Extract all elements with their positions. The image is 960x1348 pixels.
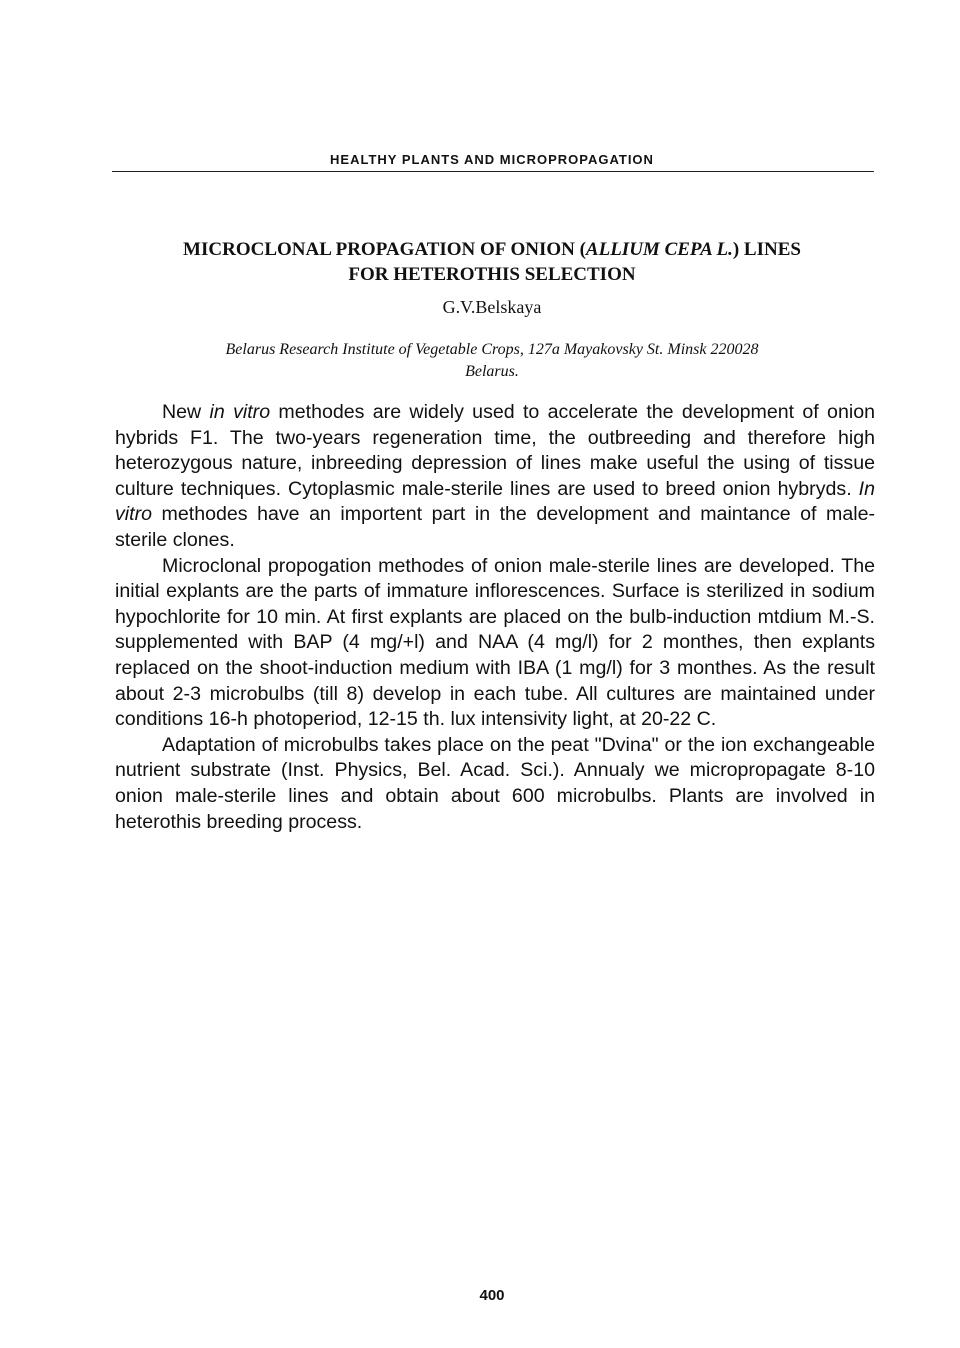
article-title <box>112 237 872 287</box>
author-name: G.V.Belskaya <box>442 297 542 317</box>
article-body <box>115 400 875 835</box>
p1-text-a: New <box>162 401 210 423</box>
p1-in-vitro-1: in vitro <box>209 401 271 423</box>
title-line-1 <box>112 237 872 262</box>
running-header: HEALTHY PLANTS AND MICROPROPAGATION <box>330 152 654 167</box>
p1-text-b: methodes are widely used to accelerate the development of onion hybrids F1. The two-years regeneration time, the outbreeding and therefore high heterozygous nature, inbreeding depression of lines make useful the using of tissue culture techniques. Cytoplasmic male-sterile lines are used to breed onion hybryds. <box>115 401 875 500</box>
affiliation-line-1: Belarus Research Institute of Vegetable Crops, 127a Mayakovsky St. Minsk 220028 <box>225 341 759 358</box>
p1-in-vitro-2: In vitro <box>115 477 875 526</box>
author-affiliation <box>112 339 872 383</box>
p1-text-c: methodes have an importent part in the development and maintance of male-sterile clones. <box>115 503 875 551</box>
affiliation-line-2: Belarus. <box>465 363 519 380</box>
header-rule <box>112 171 874 172</box>
paragraph-1 <box>115 400 875 554</box>
paragraph-3: Adaptation of microbulbs takes place on the peat "Dvina" or the ion exchangeable nutrient substrate (Inst. Physics, Bel. Acad. Sci.). Annualy we micropropagate 8-10 onion male-sterile lines and obtain about 600 microbulbs. Plants are involved in heterothis breeding process. <box>115 733 875 833</box>
page-number: 400 <box>479 1287 505 1304</box>
title-text-a: MICROCLONAL PROPAGATION OF ONION ( <box>183 239 586 260</box>
paragraph-2: Microclonal propogation methodes of onion male-sterile lines are developed. The initial explants are the parts of immature inflorescences. Surface is sterilized in sodium hypochlorite for 10 min. At first explants are placed on the bulb-induction mtdium M.-S. supplemented with BAP (4 mg/+l) and NAA (4 mg/l) for 2 monthes, then explants replaced on the shoot-induction medium with IBA (1 mg/l) for 3 monthes. As the result about 2-3 microbulbs (till 8) develop in each tube. All cultures are maintained under conditions 16-h photoperiod, 12-15 th. lux intensivity light, at 20-22 C. <box>115 554 875 731</box>
title-line-2: FOR HETEROTHIS SELECTION <box>348 264 636 285</box>
title-text-b: ) LINES <box>732 239 801 260</box>
title-species: ALLIUM CEPA L. <box>585 239 733 260</box>
